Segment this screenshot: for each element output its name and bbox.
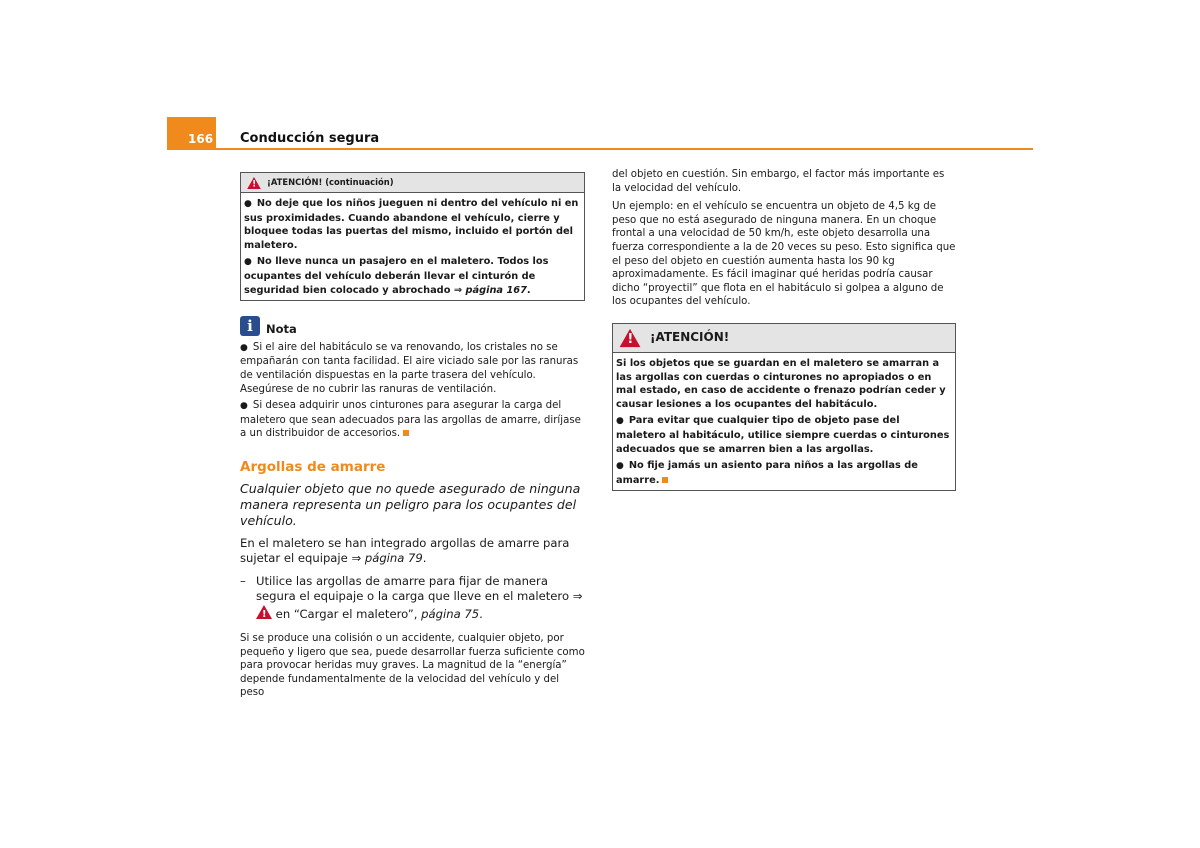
body-paragraph: En el maletero se han integrado argollas de amarre para sujetar el equipaje ⇒ página 79. xyxy=(240,535,570,565)
step-dash: – xyxy=(240,573,246,588)
section-title: Argollas de amarre xyxy=(240,458,386,475)
warning-item: ● No deje que los niños jueguen ni dentro del vehículo ni en sus proximidades. Cuando abandone el vehículo, cierre y bloquee todas las puertas del mismo, incluido el portón del maletero. xyxy=(244,198,579,251)
lead-paragraph: Cualquier objeto que no quede asegurado de ninguna manera representa un peligro para los ocupantes del vehículo. xyxy=(240,480,581,528)
right-column xyxy=(612,168,956,491)
end-marker-icon xyxy=(662,477,668,483)
note-item: ● Si el aire del habitáculo se va renovando, los cristales no se empañarán con tanta facilidad. El aire viciado sale por las ranuras de ventilación dispuestas en la parte trasera del vehículo. Asegúrese de no cubrir las ranuras de ventilación. xyxy=(240,341,579,395)
page-ref-link[interactable]: página 167 xyxy=(465,284,527,296)
warning-continued-box xyxy=(240,172,585,301)
warning-item: ● No lleve nunca un pasajero en el maletero. Todos los ocupantes del vehículo deberán llevar el cinturón de seguridad bien colocado y abrochado ⇒ página 167. xyxy=(244,256,549,296)
warning-continued-header xyxy=(241,173,584,193)
page-ref-link[interactable]: página 75 xyxy=(421,606,480,621)
step-item xyxy=(240,574,585,623)
body-paragraph: Si se produce una colisión o un accidente, cualquier objeto, por pequeño y ligero que sea, puede desarrollar fuerza suficiente como para provocar heridas muy graves. La magnitud de la “energía” depende fundamentalmente de la velocidad del vehículo y del peso xyxy=(240,633,585,699)
note-title: Nota xyxy=(266,322,297,337)
warning-continued-title: ¡ATENCIÓN! (continuación) xyxy=(267,176,394,187)
step-text: Utilice las argollas de amarre para fijar de manera segura el equipaje o la carga que lleve en el maletero ⇒ ! en “Cargar el maletero”, página 75. xyxy=(256,574,585,623)
body-paragraph: Un ejemplo: en el vehículo se encuentra un objeto de 4,5 kg de peso que no está asegurado de ninguna manera. En un choque frontal a una velocidad de 50 km/h, este objeto desarrolla una fuerza correspondiente a la de 20 veces su peso. Esto significa que el peso del objeto en cuestión aumenta hasta los 90 kg aproximadamente. Es fácil imaginar qué heridas podría causar dicho “proyectil” que flota en el habitáculo si golpea a alguno de los ocupantes del vehículo. xyxy=(612,201,956,308)
warning-body xyxy=(613,353,955,490)
warning-item: ● Para evitar que cualquier tipo de objeto pase del maletero al habitáculo, utilice siempre cuerdas o cinturones adecuados que se amarren bien a las argollas. xyxy=(616,415,950,455)
warning-box xyxy=(612,323,956,491)
page-ref-link[interactable]: página 79 xyxy=(364,551,423,565)
page-number: 166 xyxy=(188,132,214,146)
warning-icon[interactable] xyxy=(256,605,272,619)
warning-icon xyxy=(620,329,641,347)
end-marker-icon xyxy=(403,430,409,436)
warning-title: ¡ATENCIÓN! xyxy=(650,330,730,345)
warning-header xyxy=(613,324,955,353)
warning-item: ● No fije jamás un asiento para niños a las argollas de amarre. xyxy=(616,460,918,486)
info-icon: i xyxy=(240,316,260,336)
warning-icon xyxy=(247,177,261,189)
warning-continued-body xyxy=(241,193,584,300)
body-paragraph: del objeto en cuestión. Sin embargo, el factor más importante es la velocidad del vehículo. xyxy=(612,169,945,194)
warning-intro: Si los objetos que se guardan en el maletero se amarran a las argollas con cuerdas o cinturones no apropiados o en mal estado, en caso de accidente o frenazo podrían ceder y causar lesiones a los ocupantes del habitáculo. xyxy=(616,357,946,410)
chapter-title: Conducción segura xyxy=(240,131,380,146)
note-header xyxy=(240,315,585,337)
left-column xyxy=(240,172,585,700)
note-block xyxy=(240,315,585,441)
header-rule xyxy=(167,148,1033,150)
note-item: ● Si desea adquirir unos cinturones para asegurar la carga del maletero que sean adecuados para las argollas de amarre, diríjase a un distribuidor de accesorios. xyxy=(240,400,581,440)
